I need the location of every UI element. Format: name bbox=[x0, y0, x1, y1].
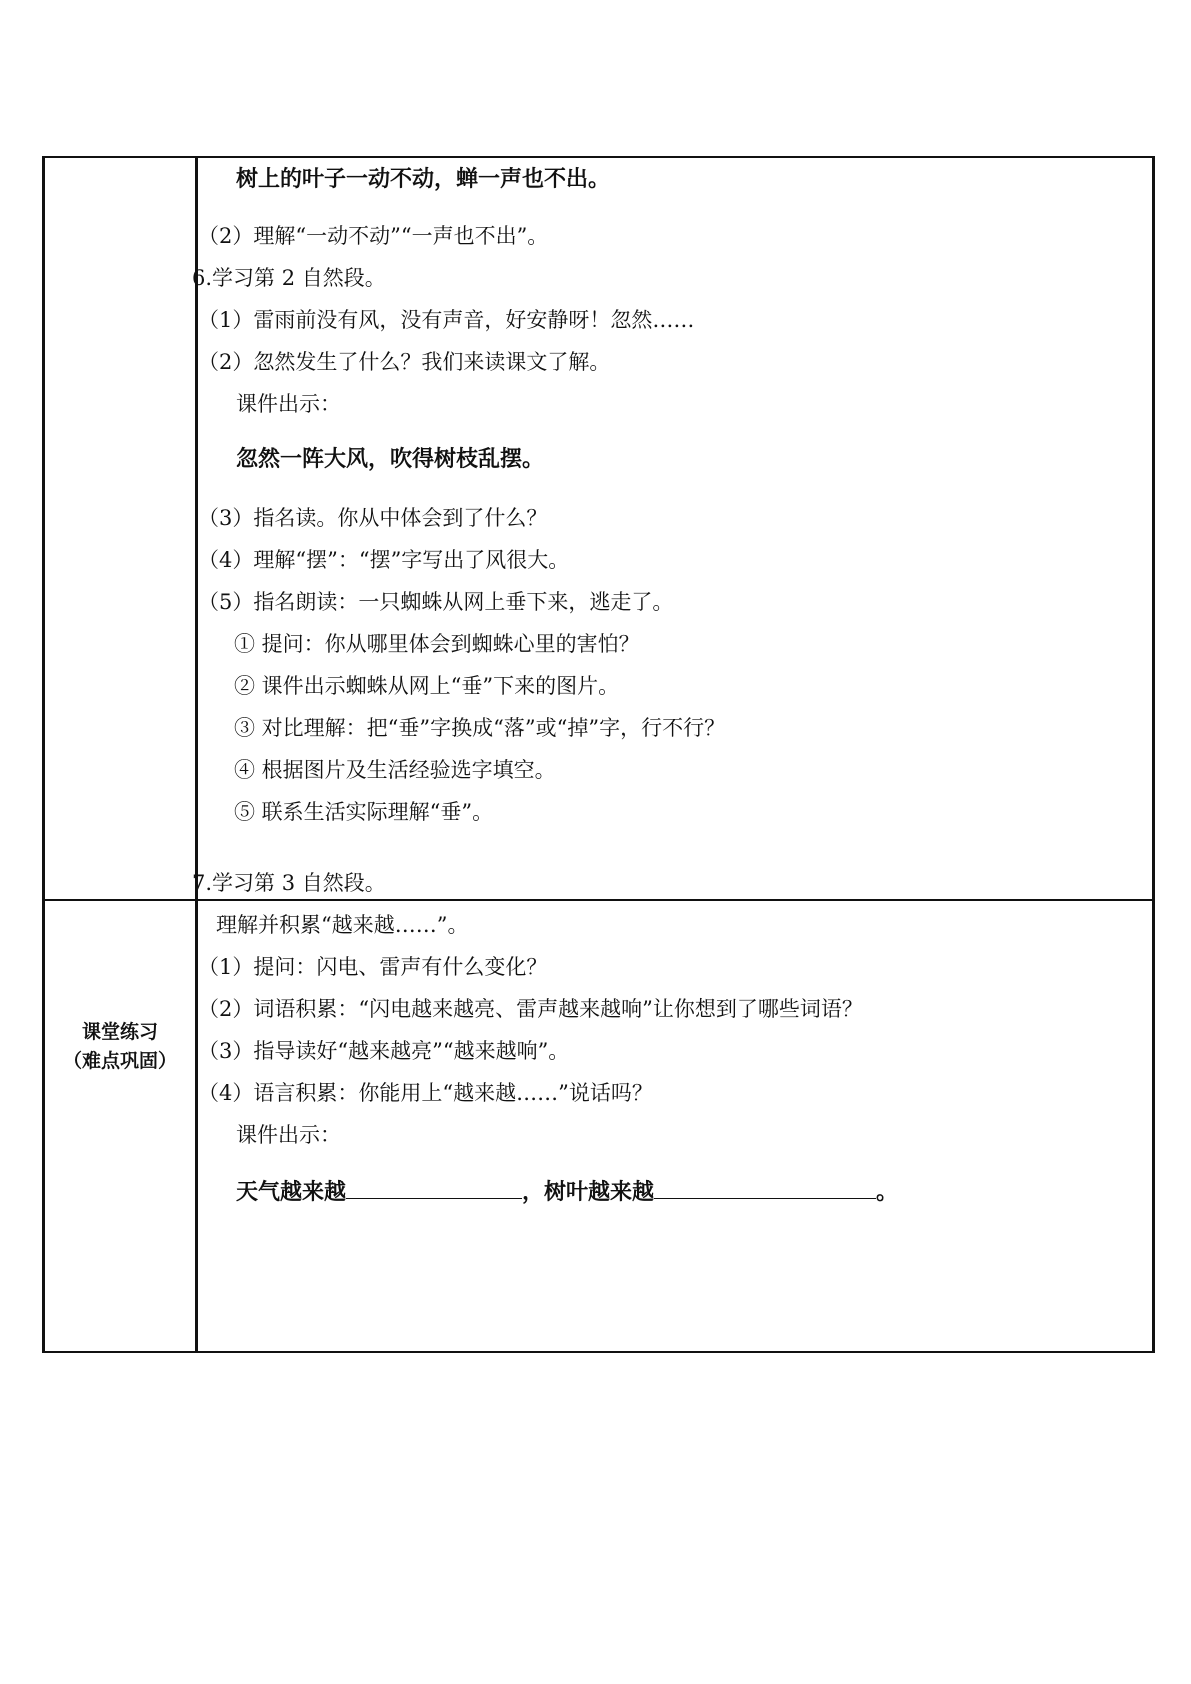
list-item: ⑤ 联系生活实际理解“垂”。 bbox=[234, 800, 494, 824]
text-line: 课件出示： bbox=[236, 392, 341, 416]
row-label-practice bbox=[45, 1018, 195, 1076]
fill-blank-2 bbox=[654, 1176, 876, 1199]
text-line: （2）忽然发生了什么？我们来读课文了解。 bbox=[198, 350, 611, 374]
text-line: （1）提问：闪电、雷声有什么变化？ bbox=[198, 955, 548, 979]
list-item: ④ 根据图片及生活经验选字填空。 bbox=[234, 758, 556, 782]
text-line: 理解并积累“越来越……”。 bbox=[216, 913, 469, 937]
text-line: （4）理解“摆”：“摆”字写出了风很大。 bbox=[198, 548, 570, 572]
text-line: （2）理解“一动不动”“一声也不出”。 bbox=[198, 224, 549, 248]
row-label-line2: （难点巩固） bbox=[62, 1050, 177, 1072]
text-line: （5）指名朗读：一只蜘蛛从网上垂下来，逃走了。 bbox=[198, 590, 674, 614]
key-sentence-wind: 忽然一阵大风，吹得树枝乱摆。 bbox=[236, 447, 545, 472]
fill-part-2: ，树叶越来越 bbox=[522, 1180, 655, 1205]
text-line: （3）指导读好“越来越亮”“越来越响”。 bbox=[198, 1039, 570, 1063]
text-line: （4）语言积累：你能用上“越来越……”说话吗？ bbox=[198, 1081, 653, 1105]
row-divider bbox=[45, 899, 1152, 901]
row-label-line1: 课堂练习 bbox=[81, 1021, 158, 1043]
list-item: ② 课件出示蜘蛛从网上“垂”下来的图片。 bbox=[234, 674, 620, 698]
list-item: ① 提问：你从哪里体会到蜘蛛心里的害怕？ bbox=[234, 632, 640, 656]
text-line: （1）雷雨前没有风，没有声音，好安静呀！忽然…… bbox=[198, 308, 695, 332]
fill-part-1: 天气越来越 bbox=[236, 1180, 347, 1205]
column-divider bbox=[195, 158, 198, 1351]
lesson-table bbox=[42, 156, 1155, 1353]
section-heading: 7.学习第 3 自然段。 bbox=[192, 871, 386, 895]
fill-in-sentence bbox=[236, 1176, 898, 1208]
fill-blank-1 bbox=[346, 1176, 522, 1199]
key-sentence-leaves: 树上的叶子一动不动，蝉一声也不出。 bbox=[236, 167, 611, 192]
text-line: 课件出示： bbox=[236, 1123, 341, 1147]
text-line: （2）词语积累：“闪电越来越亮、雷声越来越响”让你想到了哪些词语？ bbox=[198, 997, 863, 1021]
text-line: （3）指名读。你从中体会到了什么？ bbox=[198, 506, 548, 530]
list-item: ③ 对比理解：把“垂”字换成“落”或“掉”字，行不行？ bbox=[234, 716, 726, 740]
section-heading: 6.学习第 2 自然段。 bbox=[192, 266, 386, 290]
fill-part-3: 。 bbox=[876, 1180, 899, 1205]
